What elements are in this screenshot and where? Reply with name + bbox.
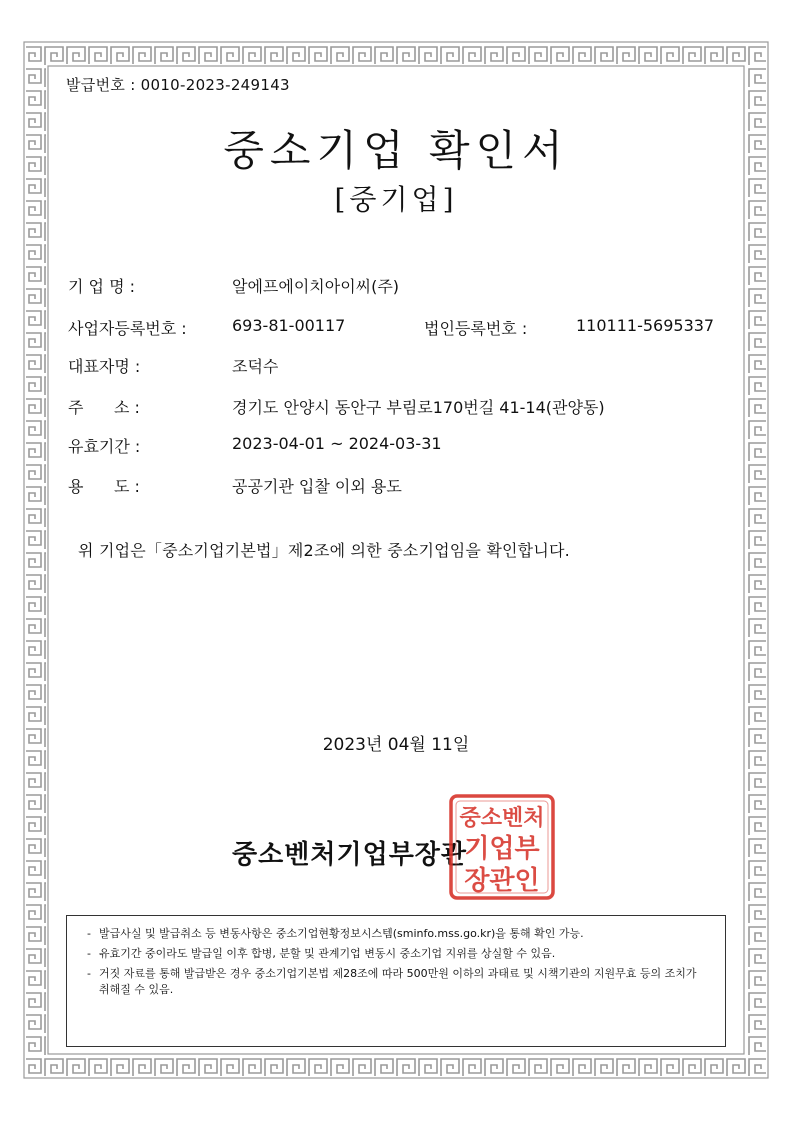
note-item: [87, 966, 705, 998]
field-label-corp-reg: 법인등록번호 :: [424, 319, 528, 338]
note-item: [87, 946, 705, 962]
seal-line-3: 장관인: [464, 866, 540, 896]
field-value-validity: 2023-04-01 ~ 2024-03-31: [232, 434, 442, 453]
note-text: 발급사실 및 발급취소 등 변동사항은 중소기업현황정보시스템(sminfo.mss.go.kr)을 통해 확인 가능.: [99, 927, 584, 940]
field-label-business-reg: 사업자등록번호 :: [68, 319, 187, 338]
note-bullet: -: [87, 947, 91, 960]
field-value-representative: 조덕수: [232, 357, 279, 376]
note-text: 거짓 자료를 통해 발급받은 경우 중소기업기본법 제28조에 따라 500만원 이하의 과태료 및 시책기관의 지원무효 등의 조치가 취해질 수 있음.: [99, 967, 697, 996]
field-value-business-reg: 693-81-00117: [232, 316, 346, 335]
official-seal-icon: [448, 793, 556, 901]
document-title: 중소기업 확인서: [223, 126, 569, 175]
issue-date: 2023년 04월 11일: [322, 735, 470, 755]
field-value-company: 알에프에이치아이씨(주): [232, 277, 400, 296]
field-label-company: 기 업 명 :: [68, 277, 136, 296]
field-value-address: 경기도 안양시 동안구 부림로170번길 41-14(관양동): [232, 398, 605, 417]
note-item: [87, 926, 705, 942]
note-bullet: -: [87, 927, 91, 940]
seal-line-1: 중소벤처: [459, 806, 545, 831]
note-bullet: -: [87, 967, 91, 980]
seal-line-2: 기업부: [464, 834, 540, 864]
field-label-validity: 유효기간 :: [68, 437, 141, 456]
issue-number: 발급번호 : 0010-2023-249143: [66, 76, 290, 94]
issuer-name: 중소벤처기업부장관: [232, 840, 468, 870]
confirmation-statement: 위 기업은「중소기업기본법」제2조에 의한 중소기업임을 확인합니다.: [78, 541, 570, 560]
field-value-corp-reg: 110111-5695337: [576, 316, 715, 335]
document-subtitle: [중기업]: [334, 183, 458, 216]
field-label-representative: 대표자명 :: [68, 357, 141, 376]
note-text: 유효기간 중이라도 발급일 이후 합병, 분할 및 관계기업 변동시 중소기업 지위를 상실할 수 있음.: [99, 947, 556, 960]
field-label-purpose: 용 도 :: [68, 477, 140, 496]
field-value-purpose: 공공기관 입찰 이외 용도: [232, 477, 402, 496]
field-label-address: 주 소 :: [68, 398, 140, 417]
notes-box: [66, 915, 726, 1047]
